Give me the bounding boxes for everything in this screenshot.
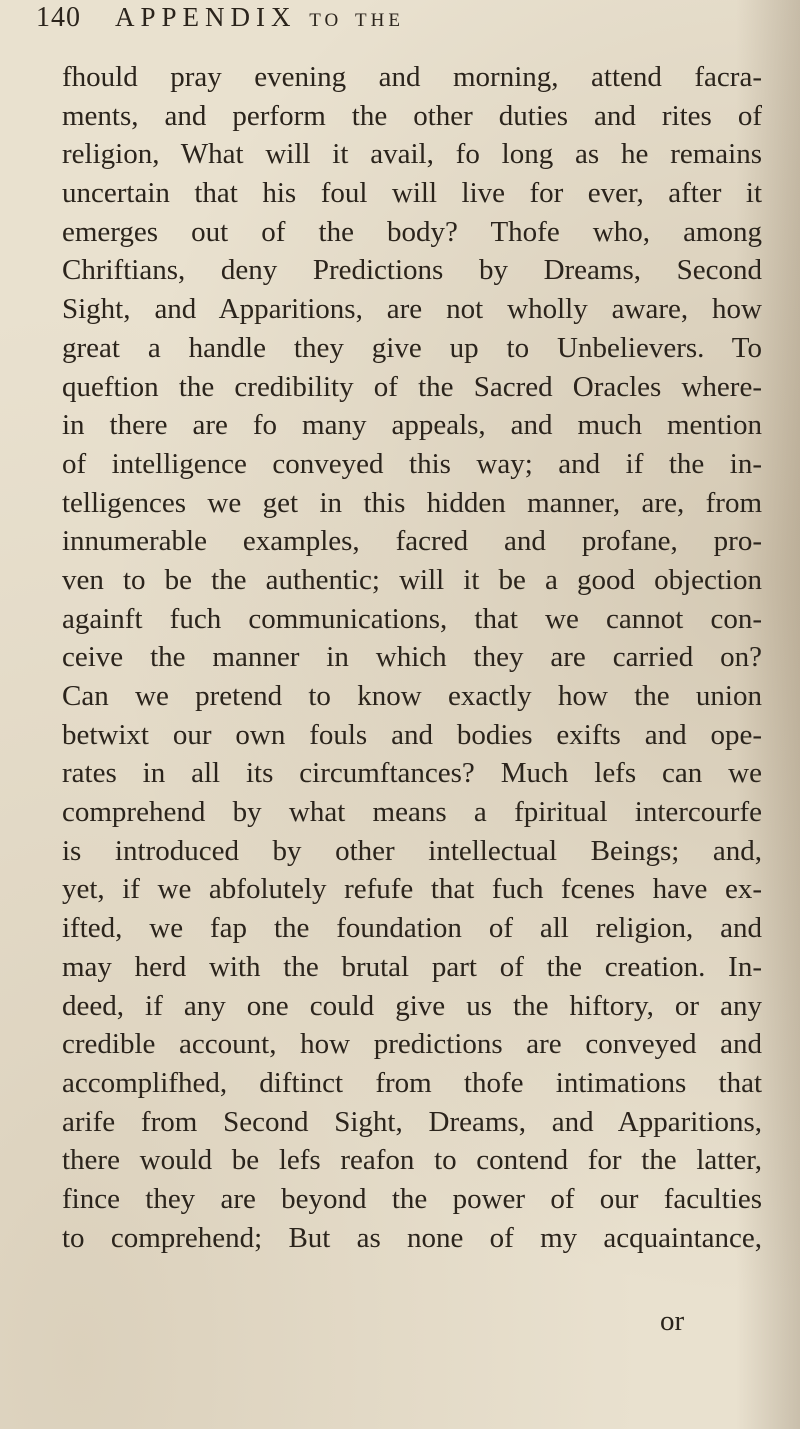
text-line: of intelligence conveyed this way; and if the in- — [62, 447, 762, 480]
text-line: Sight, and Apparitions, are not wholly aware, how — [62, 293, 762, 326]
text-line: queftion the credibility of the Sacred Oracles where- — [62, 370, 762, 403]
text-line: fhould pray evening and morning, attend facra- — [62, 61, 762, 93]
text-line: ceive the manner in which they are carried on? — [62, 641, 762, 674]
text-line: telligences we get in this hidden manner, are, from — [62, 486, 762, 519]
text-line: Can we pretend to know exactly how the union — [62, 680, 762, 712]
catchword: or — [660, 1305, 685, 1337]
text-line: religion, What will it avail, fo long as he remains — [62, 138, 762, 171]
page-number: 140 — [36, 2, 81, 33]
text-line: emerges out of the body? Thofe who, among — [62, 215, 762, 248]
running-title-appendix: APPENDIX — [115, 2, 297, 32]
text-line: yet, if we abfolutely refufe that fuch fcenes have ex- — [62, 873, 762, 906]
text-line: may herd with the brutal part of the creation. In- — [62, 950, 762, 983]
text-line: comprehend by what means a fpiritual intercourfe — [62, 796, 762, 829]
body-text — [62, 58, 762, 1257]
text-line: deed, if any one could give us the hiftory, or any — [62, 989, 762, 1022]
text-line: arife from Second Sight, Dreams, and Apparitions, — [62, 1105, 762, 1138]
text-line: rates in all its circumftances? Much lefs can we — [62, 757, 762, 790]
text-line: innumerable examples, facred and profane, pro- — [62, 525, 762, 558]
text-line: accomplifhed, diftinct from thofe intimations that — [62, 1066, 762, 1099]
text-line: ven to be the authentic; will it be a good objection — [62, 563, 762, 596]
text-line: againft fuch communications, that we cannot con- — [62, 602, 762, 635]
text-line: in there are fo many appeals, and much mention — [62, 409, 762, 442]
text-line: ments, and perform the other duties and rites of — [62, 99, 762, 132]
text-line: ifted, we fap the foundation of all religion, and — [62, 912, 762, 945]
running-title — [115, 2, 404, 33]
running-title-to: TO — [309, 10, 343, 31]
text-line: betwixt our own fouls and bodies exifts and ope- — [62, 718, 762, 751]
text-line: to comprehend; But as none of my acquaintance, — [62, 1221, 762, 1254]
text-line: Chriftians, deny Predictions by Dreams, Second — [62, 254, 762, 287]
text-line: great a handle they give up to Unbelievers. To — [62, 331, 762, 364]
text-line: there would be lefs reafon to contend for the latter, — [62, 1144, 762, 1177]
text-line: fince they are beyond the power of our faculties — [62, 1182, 762, 1215]
running-head — [36, 2, 756, 44]
text-line: credible account, how predictions are conveyed and — [62, 1028, 762, 1061]
text-line: uncertain that his foul will live for ever, after it — [62, 177, 762, 210]
text-line: is introduced by other intellectual Beings; and, — [62, 834, 762, 867]
running-title-the: THE — [355, 10, 404, 31]
